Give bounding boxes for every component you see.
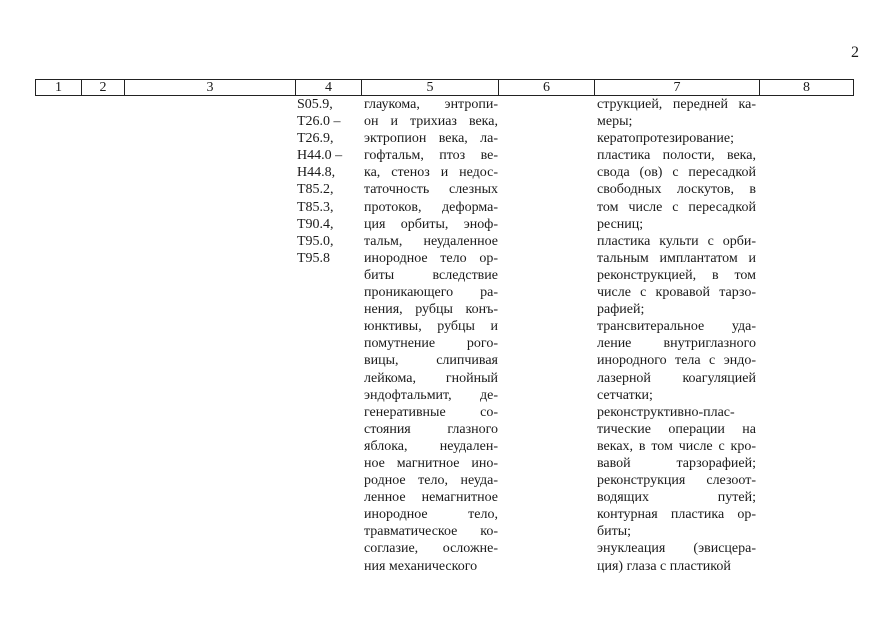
diagnosis-line: ция орбиты, эноф- <box>364 216 498 232</box>
treatment-line: инородного тела с эндо- <box>597 353 756 369</box>
treatment-line: сетчатки; <box>597 387 653 403</box>
treatment-line: тические операции на <box>597 421 756 437</box>
header-cell-4: 4 <box>295 80 361 95</box>
treatment-line: ресниц; <box>597 216 644 232</box>
diagnosis-line: глаукома, энтропи- <box>364 97 498 112</box>
treatment-line: веках, в том числе с кро- <box>597 438 756 454</box>
header-cell-7: 7 <box>594 80 759 95</box>
code-line: T90.4, <box>297 216 334 232</box>
table-header-row <box>35 79 854 96</box>
code-line: S05.9, <box>297 97 333 112</box>
diagnosis-line: ленное немагнитное <box>364 490 498 506</box>
diagnosis-line: инородное тело ор- <box>364 250 498 266</box>
code-line: T95.0, <box>297 233 334 249</box>
diagnosis-line: помутнение рого- <box>364 336 498 352</box>
code-line: T85.3, <box>297 199 334 215</box>
treatment-column <box>597 96 756 575</box>
treatment-line: кератопротезирование; <box>597 131 735 147</box>
diagnosis-line: тальм, неудаленное <box>364 233 498 249</box>
codes-column <box>297 96 357 267</box>
diagnosis-line: эктропион века, ла- <box>364 131 498 147</box>
diagnosis-line: травматическое ко- <box>364 524 498 540</box>
treatment-line: реконструкцией, в том <box>597 267 756 283</box>
code-line: T85.2, <box>297 182 334 198</box>
treatment-line: свода (ов) с пересадкой <box>597 165 756 181</box>
diagnosis-line: биты вследствие <box>364 267 498 283</box>
header-cell-1: 1 <box>55 80 62 95</box>
header-cell-5: 5 <box>361 80 498 95</box>
code-line: H44.0 – <box>297 148 343 164</box>
treatment-line: лазерной коагуляцией <box>597 370 756 386</box>
treatment-line: тальным имплантатом и <box>597 250 756 266</box>
diagnosis-line: яблока, неудален- <box>364 438 498 454</box>
header-cell-3: 3 <box>124 80 295 95</box>
diagnosis-line: таточность слезных <box>364 182 498 198</box>
diagnosis-line: соглазие, осложне- <box>364 541 498 557</box>
diagnosis-line: родное тело, неуда- <box>364 473 498 489</box>
diagnosis-line: гофтальм, птоз ве- <box>364 148 498 164</box>
treatment-line: контурная пластика ор- <box>597 507 756 523</box>
diagnosis-line: юнктивы, рубцы и <box>364 319 498 335</box>
diagnosis-line: вицы, слипчивая <box>364 353 498 369</box>
treatment-line: том числе с пересадкой <box>597 199 756 215</box>
page-number: 2 <box>851 44 859 61</box>
diagnosis-line: протоков, деформа- <box>364 199 498 215</box>
header-cell-6: 6 <box>498 80 594 95</box>
code-line: T26.9, <box>297 131 334 147</box>
treatment-line: реконструкция слезоот- <box>597 473 756 489</box>
diagnosis-line: эндофтальмит, де- <box>364 387 498 403</box>
treatment-line: реконструктивно-плас- <box>597 404 735 420</box>
treatment-line: свободных лоскутов, в <box>597 182 756 198</box>
treatment-line: вавой тарзорафией; <box>597 455 756 471</box>
diagnosis-line: проникающего ра- <box>364 285 498 301</box>
diagnosis-line: генеративные со- <box>364 404 498 420</box>
diagnosis-line: стояния глазного <box>364 421 498 437</box>
diagnosis-line: нения, рубцы конъ- <box>364 302 498 318</box>
header-cell-8: 8 <box>759 80 853 95</box>
treatment-line: пластика полости, века, <box>597 148 756 164</box>
diagnosis-line: ка, стеноз и недос- <box>364 165 498 181</box>
treatment-line: струкцией, передней ка- <box>597 97 756 112</box>
treatment-line: пластика культи с орби- <box>597 233 756 249</box>
treatment-line: энуклеация (эвисцера- <box>597 541 756 557</box>
diagnosis-line: лейкома, гнойный <box>364 370 498 386</box>
code-line: H44.8, <box>297 165 336 181</box>
code-line: T95.8 <box>297 250 331 266</box>
diagnosis-line: он и трихиаз века, <box>364 114 498 130</box>
treatment-line: рафией; <box>597 302 645 318</box>
diagnosis-line: ния механического <box>364 558 478 574</box>
diagnosis-line: ное магнитное ино- <box>364 455 498 471</box>
header-cell-2: 2 <box>81 80 124 95</box>
treatment-line: ление внутриглазного <box>597 336 756 352</box>
treatment-line: биты; <box>597 524 632 540</box>
diagnosis-line: инородное тело, <box>364 507 498 523</box>
treatment-line: ция) глаза с пластикой <box>597 558 731 574</box>
diagnosis-column <box>364 96 498 575</box>
treatment-line: числе с кровавой тарзо- <box>597 285 756 301</box>
code-line: T26.0 – <box>297 114 341 130</box>
treatment-line: меры; <box>597 114 633 130</box>
treatment-line: водящих путей; <box>597 490 756 506</box>
treatment-line: трансвитеральное уда- <box>597 319 756 335</box>
